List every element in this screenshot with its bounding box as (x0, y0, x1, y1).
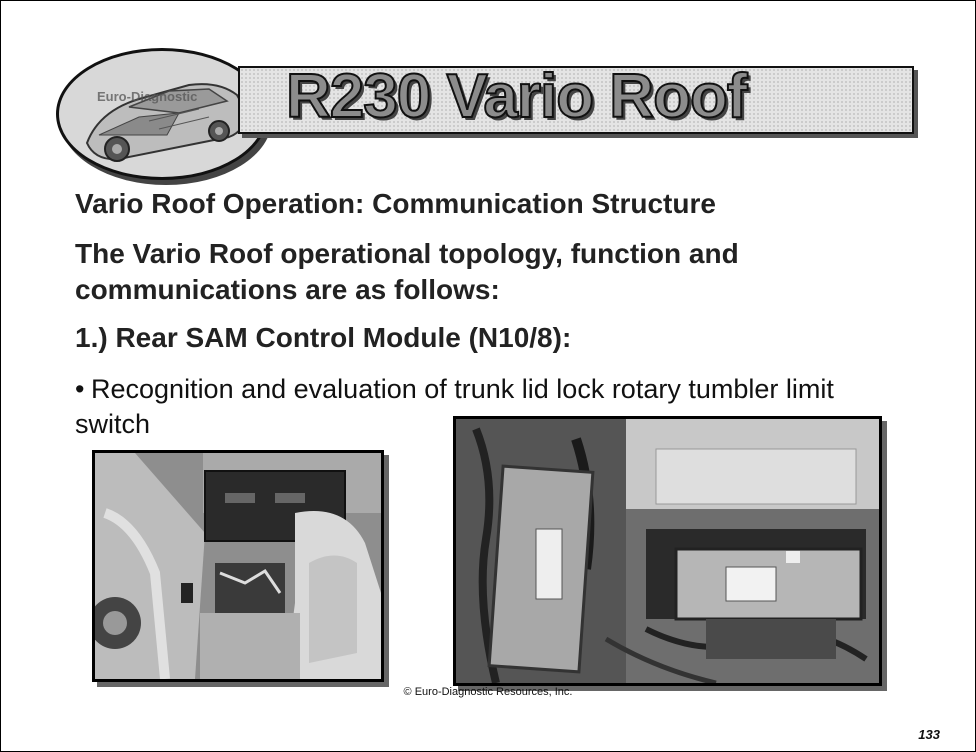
page-number: 133 (918, 727, 940, 742)
car-illustration (59, 51, 265, 177)
bullet-text: Recognition and evaluation of trunk lid lock rotary tumbler limit switch (75, 374, 834, 439)
photo-control-modules (453, 416, 882, 686)
photo-trunk-area (92, 450, 384, 682)
item-heading: 1.) Rear SAM Control Module (N10/8): (75, 322, 572, 353)
bullet-marker: • (75, 374, 85, 404)
intro-heading: The Vario Roof operational topology, function and communications are as follows: (75, 238, 739, 305)
section-heading: Vario Roof Operation: Communication Structure (75, 188, 716, 219)
slide-title: R230 Vario Roof (286, 62, 747, 131)
logo-oval (56, 48, 268, 180)
logo-text: Euro-Diagnostic (97, 89, 198, 104)
copyright-notice: © Euro-Diagnostic Resources, Inc. (403, 686, 573, 698)
